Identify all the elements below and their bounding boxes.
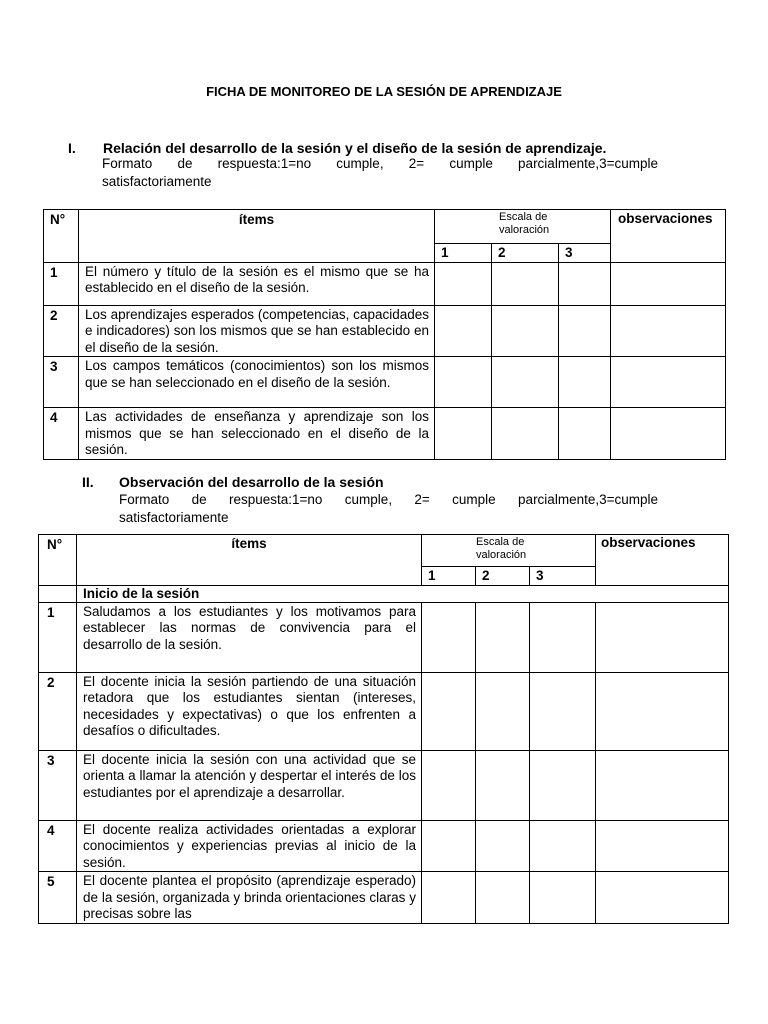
- section-2-format-line2: satisfactoriamente: [119, 510, 229, 525]
- section-2-number: II.: [82, 474, 94, 490]
- subheading-inicio: Inicio de la sesión: [77, 585, 729, 602]
- row-number: 5: [39, 872, 77, 924]
- cell-observations[interactable]: [596, 872, 729, 924]
- row-item-text: Los campos temáticos (conocimientos) son los mismos que se han seleccionado en el diseño de la sesión.: [79, 357, 435, 408]
- row-number: 4: [39, 820, 77, 872]
- row-number: 2: [44, 305, 79, 357]
- cell-3[interactable]: [559, 305, 611, 357]
- table-row: [39, 750, 729, 820]
- scale-1: 1: [422, 567, 476, 586]
- cell-observations[interactable]: [596, 750, 729, 820]
- scale-3: 3: [530, 567, 596, 586]
- cell-3[interactable]: [530, 820, 596, 872]
- header-num: N°: [39, 535, 77, 586]
- cell-observations[interactable]: [611, 262, 726, 305]
- section-2-format-line1: Formato de respuesta:1=no cumple, 2= cumple parcialmente,3=cumple: [119, 492, 658, 507]
- row-number: 1: [44, 262, 79, 305]
- cell-1[interactable]: [422, 750, 476, 820]
- cell-observations[interactable]: [596, 602, 729, 672]
- cell-2[interactable]: [476, 672, 530, 750]
- document-title: FICHA DE MONITOREO DE LA SESIÓN DE APRENDIZAJE: [206, 84, 562, 99]
- cell-observations[interactable]: [596, 820, 729, 872]
- header-scale: Escala de valoración: [435, 210, 611, 244]
- scale-2: 2: [492, 244, 559, 263]
- row-number: 3: [44, 357, 79, 408]
- table-section-2: [38, 534, 729, 924]
- row-item-text: El docente plantea el propósito (aprendizaje esperado) de la sesión, organizada y brinda orientaciones claras y precisas sobre las: [77, 872, 422, 924]
- cell-3[interactable]: [530, 750, 596, 820]
- table-row: [39, 672, 729, 750]
- header-observations: observaciones: [611, 210, 726, 263]
- cell-3[interactable]: [530, 602, 596, 672]
- table-row: [39, 872, 729, 924]
- row-item-text: Los aprendizajes esperados (competencias, capacidades e indicadores) son los mismos que se han establecido en el diseño de la sesión.: [79, 305, 435, 357]
- row-number: 1: [39, 602, 77, 672]
- table-row: [39, 820, 729, 872]
- cell-2[interactable]: [492, 408, 559, 460]
- cell-1[interactable]: [435, 357, 492, 408]
- cell-3[interactable]: [559, 357, 611, 408]
- cell-2[interactable]: [476, 820, 530, 872]
- cell-observations[interactable]: [596, 672, 729, 750]
- header-num: N°: [44, 210, 79, 263]
- section-1-format-line1: Formato de respuesta:1=no cumple, 2= cumple parcialmente,3=cumple: [102, 156, 658, 171]
- section-1-format-line2: satisfactoriamente: [102, 174, 212, 189]
- cell-1[interactable]: [422, 872, 476, 924]
- table-row: [44, 357, 726, 408]
- row-number: 3: [39, 750, 77, 820]
- table-row: [44, 305, 726, 357]
- section-2-heading: Observación del desarrollo de la sesión: [119, 474, 384, 490]
- cell-observations[interactable]: [611, 305, 726, 357]
- header-items: ítems: [79, 210, 435, 263]
- table-row: [39, 602, 729, 672]
- cell-observations[interactable]: [611, 408, 726, 460]
- cell-2[interactable]: [492, 357, 559, 408]
- scale-1: 1: [435, 244, 492, 263]
- row-item-text: El docente inicia la sesión con una actividad que se orienta a llamar la atención y despertar el interés de los estudiantes por el aprendizaje a desarrollar.: [77, 750, 422, 820]
- cell-2[interactable]: [492, 305, 559, 357]
- cell-1[interactable]: [435, 305, 492, 357]
- cell-3[interactable]: [559, 262, 611, 305]
- row-number: 4: [44, 408, 79, 460]
- header-scale: Escala de valoración: [422, 535, 596, 567]
- section-1-heading: Relación del desarrollo de la sesión y el diseño de la sesión de aprendizaje.: [103, 140, 607, 156]
- row-item-text: Saludamos a los estudiantes y los motivamos para establecer las normas de convivencia para el desarrollo de la sesión.: [77, 602, 422, 672]
- cell-3[interactable]: [559, 408, 611, 460]
- header-observations: observaciones: [596, 535, 729, 586]
- cell-1[interactable]: [435, 408, 492, 460]
- cell-observations[interactable]: [611, 357, 726, 408]
- row-item-text: El docente inicia la sesión partiendo de una situación retadora que los estudiantes sientan (intereses, necesidades y expectativas) o que los enfrenten a desafíos o dificultades.: [77, 672, 422, 750]
- scale-3: 3: [559, 244, 611, 263]
- row-item-text: Las actividades de enseñanza y aprendizaje son los mismos que se han seleccionado en el diseño de la sesión.: [79, 408, 435, 460]
- cell-3[interactable]: [530, 872, 596, 924]
- row-item-text: El número y título de la sesión es el mismo que se ha establecido en el diseño de la sesión.: [79, 262, 435, 305]
- cell-2[interactable]: [492, 262, 559, 305]
- cell-3[interactable]: [530, 672, 596, 750]
- table-row: [44, 408, 726, 460]
- table-section-1: [43, 209, 726, 460]
- cell-1[interactable]: [422, 672, 476, 750]
- cell-2[interactable]: [476, 872, 530, 924]
- section-1-number: I.: [68, 140, 76, 156]
- row-item-text: El docente realiza actividades orientadas a explorar conocimientos y experiencias previas al inicio de la sesión.: [77, 820, 422, 872]
- cell-2[interactable]: [476, 602, 530, 672]
- row-number: 2: [39, 672, 77, 750]
- cell-1[interactable]: [422, 820, 476, 872]
- cell-1[interactable]: [435, 262, 492, 305]
- cell-2[interactable]: [476, 750, 530, 820]
- cell-1[interactable]: [422, 602, 476, 672]
- table-row: [44, 262, 726, 305]
- header-items: ítems: [77, 535, 422, 586]
- scale-2: 2: [476, 567, 530, 586]
